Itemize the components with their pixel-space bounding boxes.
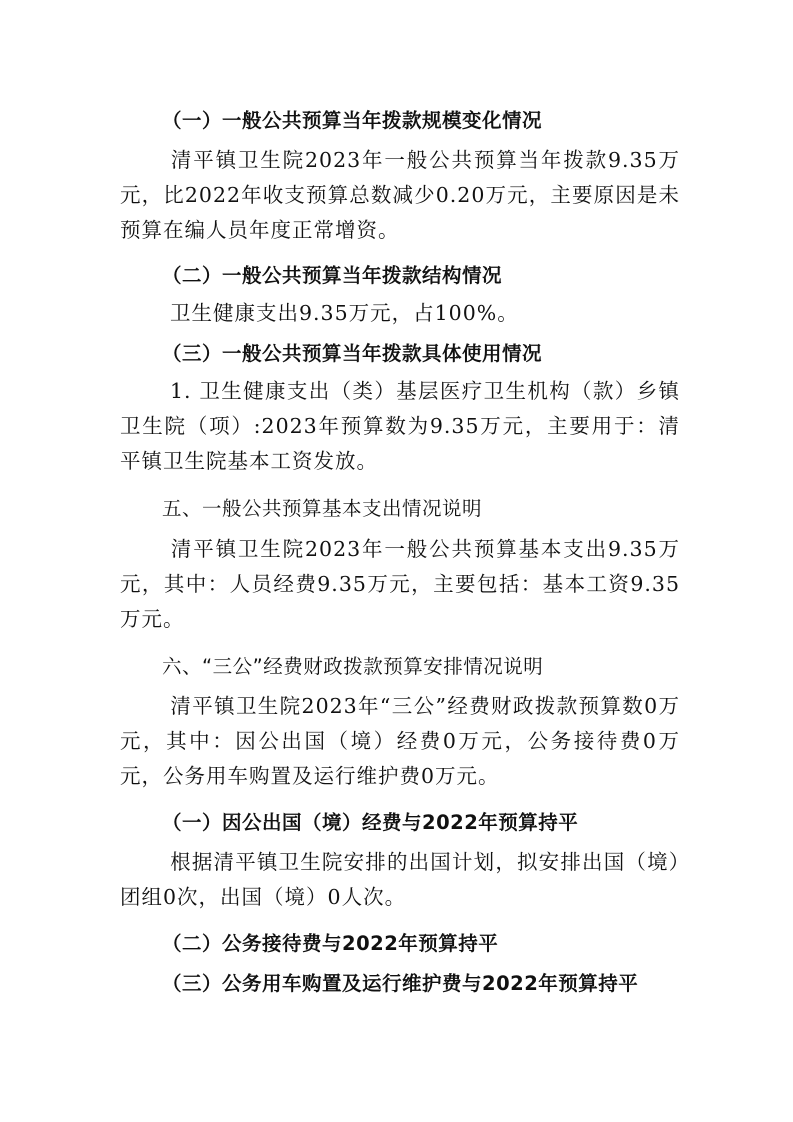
heading-2-text: （二）一般公共预算当年拨款结构情况 [162, 264, 503, 287]
paragraph-1-text: 清平镇卫生院2023年一般公共预算当年拨款9.35万元，比2022年收支预算总数减少0.20万元，主要原因是未预算在编人员年度正常增资。 [120, 148, 680, 242]
heading-8 [120, 966, 680, 1001]
heading-1 [120, 103, 680, 138]
heading-5 [120, 649, 680, 684]
paragraph-3 [120, 374, 680, 479]
heading-1-text: （一）一般公共预算当年拨款规模变化情况 [162, 109, 543, 132]
heading-6 [120, 805, 680, 840]
paragraph-2 [120, 296, 680, 331]
heading-3 [120, 336, 680, 371]
heading-5-text: 六、“三公”经费财政拨款预算安排情况说明 [162, 655, 544, 678]
heading-4 [120, 491, 680, 526]
paragraph-1 [120, 143, 680, 248]
heading-3-text: （三）一般公共预算当年拨款具体使用情况 [162, 342, 543, 365]
heading-7-text: （二）公务接待费与2022年预算持平 [162, 932, 499, 955]
paragraph-4 [120, 532, 680, 637]
paragraph-5 [120, 689, 680, 794]
paragraph-6-text: 根据清平镇卫生院安排的出国计划，拟安排出国（境）团组0次，出国（境）0人次。 [120, 850, 680, 909]
paragraph-6 [120, 845, 680, 915]
heading-2 [120, 258, 680, 293]
heading-4-text: 五、一般公共预算基本支出情况说明 [162, 497, 483, 520]
heading-8-text: （三）公务用车购置及运行维护费与2022年预算持平 [162, 972, 639, 995]
paragraph-4-text: 清平镇卫生院2023年一般公共预算基本支出9.35万元，其中：人员经费9.35万元，主要包括：基本工资9.35万元。 [120, 537, 680, 631]
heading-6-text: （一）因公出国（境）经费与2022年预算持平 [162, 811, 579, 834]
paragraph-5-text: 清平镇卫生院2023年“三公”经费财政拨款预算数0万元，其中：因公出国（境）经费0万元，公务接待费0万元，公务用车购置及运行维护费0万元。 [120, 694, 680, 788]
paragraph-2-text: 卫生健康支出9.35万元，占100%。 [170, 301, 519, 325]
paragraph-3-text: 1. 卫生健康支出（类）基层医疗卫生机构（款）乡镇卫生院（项）:2023年预算数为9.35万元，主要用于：清平镇卫生院基本工资发放。 [120, 379, 680, 473]
heading-7 [120, 926, 680, 961]
